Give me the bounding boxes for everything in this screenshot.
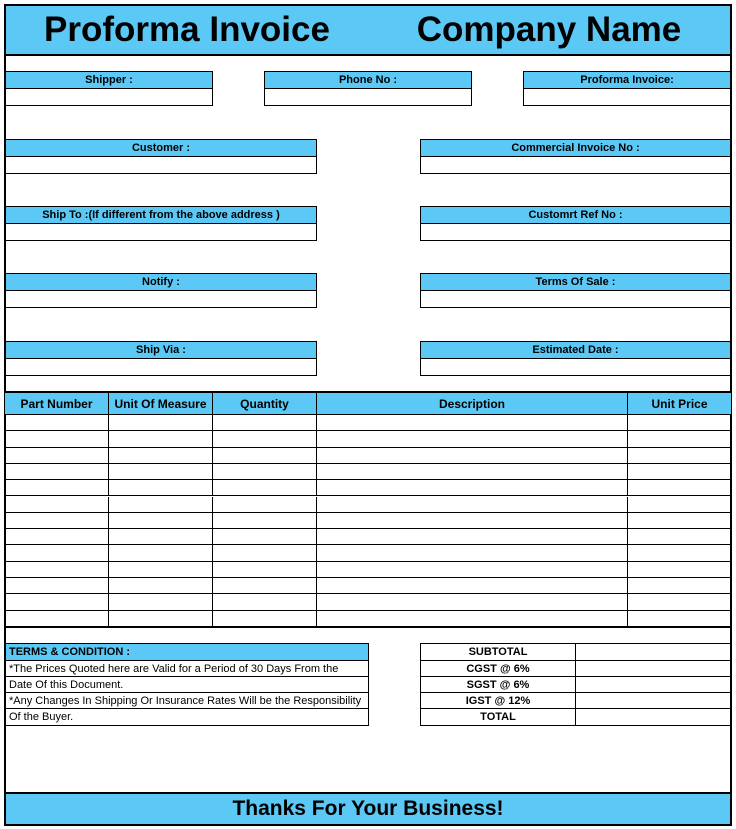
table-cell[interactable] (628, 480, 731, 496)
col-part-number: Part Number (5, 393, 109, 414)
table-cell[interactable] (213, 480, 317, 496)
table-cell[interactable] (213, 594, 317, 610)
invoice-title: Proforma Invoice (4, 4, 370, 56)
table-row (5, 513, 731, 529)
table-cell[interactable] (109, 562, 213, 578)
customer-field[interactable] (5, 157, 317, 174)
table-cell[interactable] (317, 545, 628, 561)
customer-ref-label: Customrt Ref No : (420, 206, 731, 224)
table-cell[interactable] (628, 431, 731, 447)
table-row (5, 415, 731, 431)
table-cell[interactable] (628, 415, 731, 431)
ship-via-label: Ship Via : (5, 341, 317, 359)
terms-of-sale-field[interactable] (420, 291, 731, 308)
table-cell[interactable] (5, 464, 109, 480)
table-cell[interactable] (213, 497, 317, 513)
table-cell[interactable] (317, 415, 628, 431)
table-cell[interactable] (317, 529, 628, 545)
subtotal-label: SUBTOTAL (421, 644, 576, 661)
table-cell[interactable] (213, 545, 317, 561)
table-cell[interactable] (109, 431, 213, 447)
table-cell[interactable] (213, 448, 317, 464)
table-row (5, 464, 731, 480)
estimated-date-field[interactable] (420, 359, 731, 376)
commercial-invoice-label: Commercial Invoice No : (420, 139, 731, 157)
igst-label: IGST @ 12% (421, 693, 576, 709)
table-cell[interactable] (5, 448, 109, 464)
table-cell[interactable] (213, 562, 317, 578)
table-cell[interactable] (5, 562, 109, 578)
table-cell[interactable] (5, 431, 109, 447)
subtotal-value[interactable] (576, 644, 730, 661)
table-cell[interactable] (628, 562, 731, 578)
table-cell[interactable] (628, 448, 731, 464)
total-label: TOTAL (421, 709, 576, 725)
cgst-label: CGST @ 6% (421, 661, 576, 677)
table-cell[interactable] (317, 480, 628, 496)
table-cell[interactable] (628, 578, 731, 594)
terms-line: Date Of this Document. (6, 677, 368, 693)
table-row (5, 545, 731, 561)
table-cell[interactable] (317, 594, 628, 610)
sgst-label: SGST @ 6% (421, 677, 576, 693)
table-cell[interactable] (213, 611, 317, 627)
table-cell[interactable] (5, 529, 109, 545)
notify-label: Notify : (5, 273, 317, 291)
table-cell[interactable] (5, 578, 109, 594)
ship-via-field[interactable] (5, 359, 317, 376)
table-cell[interactable] (5, 480, 109, 496)
terms-heading: TERMS & CONDITION : (6, 644, 368, 661)
table-cell[interactable] (109, 594, 213, 610)
customer-label: Customer : (5, 139, 317, 157)
table-cell[interactable] (109, 578, 213, 594)
table-cell[interactable] (317, 464, 628, 480)
table-row (5, 431, 731, 447)
col-description: Description (317, 393, 628, 414)
table-cell[interactable] (213, 578, 317, 594)
table-cell[interactable] (109, 448, 213, 464)
table-cell[interactable] (5, 611, 109, 627)
table-row (5, 448, 731, 464)
table-cell[interactable] (628, 529, 731, 545)
table-cell[interactable] (213, 415, 317, 431)
table-cell[interactable] (109, 415, 213, 431)
table-cell[interactable] (109, 513, 213, 529)
table-cell[interactable] (109, 529, 213, 545)
table-cell[interactable] (5, 497, 109, 513)
estimated-date-label: Estimated Date : (420, 341, 731, 359)
table-cell[interactable] (628, 513, 731, 529)
col-unit-of-measure: Unit Of Measure (109, 393, 213, 414)
shipper-field[interactable] (5, 89, 213, 106)
ship-to-field[interactable] (5, 224, 317, 241)
table-cell[interactable] (213, 431, 317, 447)
table-cell[interactable] (317, 448, 628, 464)
table-cell[interactable] (109, 611, 213, 627)
table-cell[interactable] (317, 562, 628, 578)
table-row (5, 578, 731, 594)
totals-box (420, 643, 731, 726)
cgst-value[interactable] (576, 661, 730, 677)
terms-line: Of the Buyer. (9, 711, 74, 723)
table-cell[interactable] (213, 513, 317, 529)
table-cell[interactable] (213, 464, 317, 480)
table-cell[interactable] (109, 464, 213, 480)
table-cell[interactable] (5, 545, 109, 561)
col-unit-price: Unit Price (628, 393, 731, 414)
ship-to-label: Ship To :(If different from the above address ) (5, 206, 317, 224)
table-row (5, 529, 731, 545)
table-cell[interactable] (5, 415, 109, 431)
table-cell[interactable] (5, 594, 109, 610)
table-cell[interactable] (317, 497, 628, 513)
sgst-value[interactable] (576, 677, 730, 693)
table-cell[interactable] (628, 545, 731, 561)
terms-box (5, 643, 369, 726)
table-cell[interactable] (213, 529, 317, 545)
table-cell[interactable] (109, 480, 213, 496)
total-value[interactable] (576, 709, 730, 725)
table-cell[interactable] (628, 464, 731, 480)
igst-value[interactable] (576, 693, 730, 709)
table-row (5, 562, 731, 578)
items-table-body (5, 415, 731, 627)
terms-line: *The Prices Quoted here are Valid for a Period of 30 Days From the (6, 661, 368, 677)
table-cell[interactable] (109, 497, 213, 513)
customer-ref-field[interactable] (420, 224, 731, 241)
phone-field[interactable] (264, 89, 472, 106)
notify-field[interactable] (5, 291, 317, 308)
proforma-label: Proforma Invoice: (523, 71, 731, 89)
table-row (5, 594, 731, 610)
table-cell[interactable] (5, 513, 109, 529)
shipper-label: Shipper : (5, 71, 213, 89)
table-cell[interactable] (109, 545, 213, 561)
terms-of-sale-label: Terms Of Sale : (420, 273, 731, 291)
commercial-invoice-field[interactable] (420, 157, 731, 174)
table-cell[interactable] (317, 513, 628, 529)
items-table-header (5, 393, 731, 415)
table-row (5, 611, 731, 627)
table-cell[interactable] (628, 497, 731, 513)
table-row (5, 480, 731, 496)
terms-line: *Any Changes In Shipping Or Insurance Rates Will be the Responsibility (6, 693, 368, 709)
table-cell[interactable] (317, 578, 628, 594)
table-row (5, 497, 731, 513)
proforma-field[interactable] (523, 89, 731, 106)
table-cell[interactable] (628, 594, 731, 610)
table-cell[interactable] (317, 431, 628, 447)
col-quantity: Quantity (213, 393, 317, 414)
footer-thanks: Thanks For Your Business! (4, 792, 732, 826)
company-name: Company Name (368, 4, 732, 56)
table-cell[interactable] (317, 611, 628, 627)
phone-label: Phone No : (264, 71, 472, 89)
table-cell[interactable] (628, 611, 731, 627)
